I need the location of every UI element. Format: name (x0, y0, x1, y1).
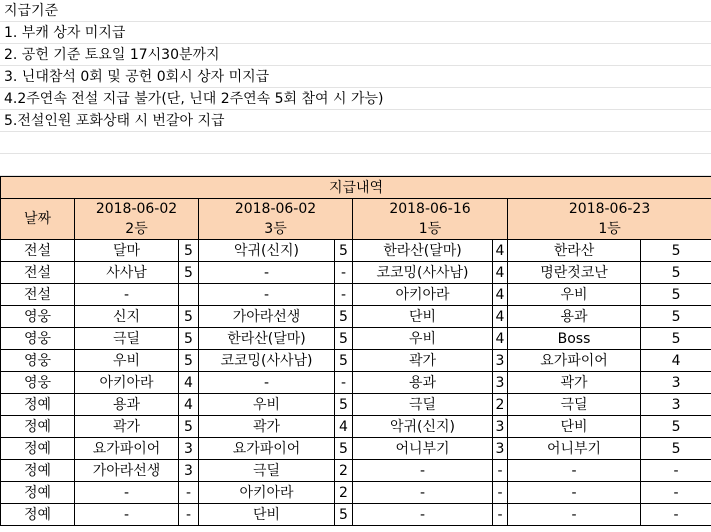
member-name-cell: 용과 (353, 372, 493, 394)
member-name-cell: 악귀(신지) (199, 240, 335, 262)
member-name-cell: 사사남 (75, 262, 179, 284)
count-cell: 5 (179, 240, 199, 262)
member-name-cell: 요가파이어 (199, 438, 335, 460)
grade-cell: 정예 (1, 460, 75, 482)
grade-cell: 정예 (1, 438, 75, 460)
blank-row (0, 132, 711, 154)
member-name-cell: 곽가 (508, 372, 641, 394)
criteria-item-2: 2. 공헌 기준 토요일 17시30분까지 (0, 44, 711, 66)
member-name-cell: 극딜 (508, 394, 641, 416)
count-cell: 2 (335, 482, 353, 504)
count-cell: - (493, 504, 508, 526)
count-cell: - (493, 460, 508, 482)
count-cell: 5 (179, 350, 199, 372)
criteria-section (0, 0, 711, 176)
table-row (1, 284, 711, 306)
member-name-cell: - (353, 504, 493, 526)
blank-row (0, 154, 711, 176)
member-name-cell: 명란젓코난 (508, 262, 641, 284)
count-cell: 5 (335, 394, 353, 416)
table-row (1, 394, 711, 416)
member-name-cell: 용과 (508, 306, 641, 328)
member-name-cell: - (75, 504, 179, 526)
count-cell: 5 (641, 438, 711, 460)
payment-table (0, 176, 711, 526)
table-row (1, 416, 711, 438)
count-cell: 5 (641, 416, 711, 438)
member-name-cell: 우비 (75, 350, 179, 372)
count-cell: 5 (335, 306, 353, 328)
table-row (1, 438, 711, 460)
count-cell: 5 (335, 438, 353, 460)
grade-cell: 정예 (1, 504, 75, 526)
count-cell: 5 (335, 350, 353, 372)
count-cell: - (641, 482, 711, 504)
group-rank: 1등 (598, 221, 621, 237)
count-cell: 5 (179, 306, 199, 328)
member-name-cell: 우비 (353, 328, 493, 350)
count-cell: 3 (493, 350, 508, 372)
count-cell: - (179, 504, 199, 526)
criteria-item-1: 1. 부캐 상자 미지급 (0, 22, 711, 44)
group-header-1 (75, 199, 199, 240)
count-cell: - (179, 482, 199, 504)
group-date: 2018-06-16 (389, 201, 471, 217)
count-cell: 3 (179, 438, 199, 460)
member-name-cell: 우비 (199, 394, 335, 416)
table-row (1, 262, 711, 284)
count-cell: 4 (493, 240, 508, 262)
member-name-cell: - (508, 504, 641, 526)
member-name-cell: 용과 (75, 394, 179, 416)
table-row (1, 240, 711, 262)
count-cell: - (335, 284, 353, 306)
count-cell: 4 (493, 306, 508, 328)
member-name-cell: - (199, 262, 335, 284)
criteria-item-3: 3. 닌대참석 0회 및 공헌 0회시 상자 미지급 (0, 66, 711, 88)
group-header-4 (508, 199, 711, 240)
count-cell: 2 (335, 460, 353, 482)
member-name-cell: 곽가 (199, 416, 335, 438)
member-name-cell: Boss (508, 328, 641, 350)
count-cell: 2 (493, 394, 508, 416)
member-name-cell: 가아라선생 (199, 306, 335, 328)
count-cell: 5 (641, 262, 711, 284)
group-date: 2018-06-02 (234, 201, 317, 217)
count-cell: 4 (493, 328, 508, 350)
count-cell: 5 (641, 284, 711, 306)
member-name-cell: 곽가 (75, 416, 179, 438)
member-name-cell: 극딜 (75, 328, 179, 350)
group-rank: 1등 (418, 221, 442, 237)
count-cell: 3 (493, 438, 508, 460)
count-cell: 5 (179, 328, 199, 350)
group-date: 2018-06-23 (568, 201, 651, 217)
count-cell: 4 (493, 262, 508, 284)
member-name-cell: - (199, 372, 335, 394)
group-header-3 (353, 199, 508, 240)
member-name-cell: 한라산(달마) (353, 240, 493, 262)
member-name-cell: 아키아라 (199, 482, 335, 504)
group-header-2 (199, 199, 353, 240)
member-name-cell: 요가파이어 (75, 438, 179, 460)
count-cell: 4 (641, 350, 711, 372)
member-name-cell: 우비 (508, 284, 641, 306)
table-title: 지급내역 (1, 177, 711, 199)
member-name-cell: 코코밍(사사남) (353, 262, 493, 284)
count-cell: 5 (335, 328, 353, 350)
grade-cell: 전설 (1, 262, 75, 284)
count-cell: 5 (335, 504, 353, 526)
count-cell: 3 (493, 416, 508, 438)
table-row (1, 372, 711, 394)
group-rank: 3등 (264, 221, 287, 237)
table-row (1, 482, 711, 504)
criteria-item-4: 4.2주연속 전설 지급 불가(단, 닌대 2주연속 5회 참여 시 가능) (0, 88, 711, 110)
member-name-cell: 코코밍(사사남) (199, 350, 335, 372)
count-cell (179, 284, 199, 306)
table-row (1, 504, 711, 526)
count-cell: 4 (179, 372, 199, 394)
member-name-cell: 극딜 (199, 460, 335, 482)
count-cell: - (641, 504, 711, 526)
member-name-cell: 극딜 (353, 394, 493, 416)
grade-cell: 전설 (1, 284, 75, 306)
member-name-cell: - (508, 482, 641, 504)
grade-cell: 정예 (1, 416, 75, 438)
member-name-cell: 아키아라 (75, 372, 179, 394)
count-cell: 3 (641, 372, 711, 394)
count-cell: 3 (641, 394, 711, 416)
member-name-cell: - (353, 460, 493, 482)
member-name-cell: 어니부기 (508, 438, 641, 460)
criteria-item-5: 5.전설인원 포화상태 시 번갈아 지급 (0, 110, 711, 132)
member-name-cell: 곽가 (353, 350, 493, 372)
count-cell: 5 (179, 262, 199, 284)
grade-cell: 정예 (1, 482, 75, 504)
member-name-cell: 가아라선생 (75, 460, 179, 482)
count-cell: 5 (641, 306, 711, 328)
count-cell: 4 (493, 284, 508, 306)
member-name-cell: 단비 (353, 306, 493, 328)
group-date: 2018-06-02 (95, 201, 178, 217)
member-name-cell: 단비 (508, 416, 641, 438)
grade-cell: 영웅 (1, 328, 75, 350)
count-cell: 5 (335, 240, 353, 262)
member-name-cell: - (508, 460, 641, 482)
count-cell: 4 (179, 394, 199, 416)
member-name-cell: 달마 (75, 240, 179, 262)
member-name-cell: 한라산 (508, 240, 641, 262)
date-column-label: 날짜 (1, 199, 75, 240)
member-name-cell: 아키아라 (353, 284, 493, 306)
count-cell: - (335, 262, 353, 284)
criteria-title: 지급기준 (0, 0, 711, 22)
count-cell: 5 (641, 240, 711, 262)
count-cell: 3 (493, 372, 508, 394)
count-cell: - (641, 460, 711, 482)
count-cell: 4 (335, 416, 353, 438)
count-cell: 3 (179, 460, 199, 482)
group-rank: 2등 (125, 221, 148, 237)
grade-cell: 영웅 (1, 372, 75, 394)
grade-cell: 영웅 (1, 306, 75, 328)
table-row (1, 328, 711, 350)
count-cell: 5 (641, 328, 711, 350)
member-name-cell: 요가파이어 (508, 350, 641, 372)
table-row (1, 350, 711, 372)
member-name-cell: 한라산(달마) (199, 328, 335, 350)
grade-cell: 전설 (1, 240, 75, 262)
member-name-cell: 악귀(신지) (353, 416, 493, 438)
count-cell: 5 (179, 416, 199, 438)
grade-cell: 영웅 (1, 350, 75, 372)
member-name-cell: 신지 (75, 306, 179, 328)
table-row (1, 306, 711, 328)
member-name-cell: - (199, 284, 335, 306)
member-name-cell: 어니부기 (353, 438, 493, 460)
count-cell: - (493, 482, 508, 504)
member-name-cell: 단비 (199, 504, 335, 526)
grade-cell: 정예 (1, 394, 75, 416)
member-name-cell: - (75, 482, 179, 504)
member-name-cell: - (75, 284, 179, 306)
member-name-cell: - (353, 482, 493, 504)
count-cell: - (335, 372, 353, 394)
table-row (1, 460, 711, 482)
